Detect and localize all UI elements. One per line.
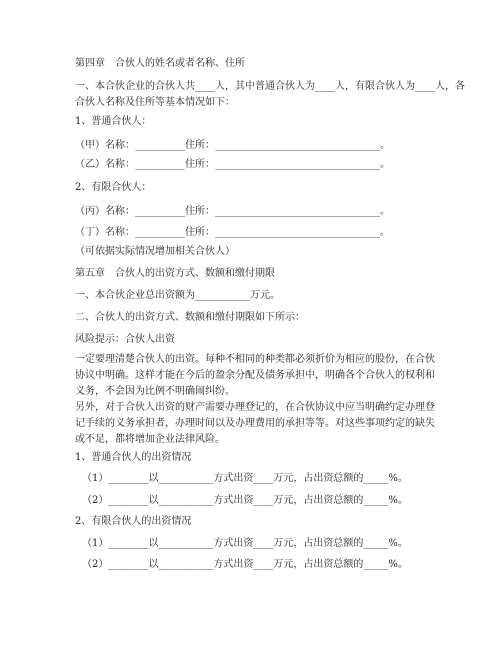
partner-count-line-1: 一、本合伙企业的合伙人共____人，其中普通合伙人为____人，有限合伙人为____人，各 <box>75 81 465 92</box>
risk-paragraph-2: 另外，对于合伙人出资的财产需要办理登记的，在合伙协议中应当明确约定办理登记手续的义务承担者，办理时间以及办理费用的承担等等。对这些事项约定的缺失或不足，都将增加企业法律风险。 <box>75 402 435 445</box>
general-partner-b: （乙）名称：__________住所：_________________________________。 <box>75 159 390 170</box>
general-partner-a: （甲）名称：__________住所：_________________________________。 <box>75 140 390 151</box>
limited-partner-contribution-1: （1）________以___________方式出资____万元，占出资总额的_____%。 <box>82 538 408 549</box>
general-partner-contribution-1: （1）________以___________方式出资____万元，占出资总额的_____%。 <box>82 473 408 484</box>
limited-partner-contribution-heading: 2、有限合伙人的出资情况 <box>75 516 192 527</box>
contribution-intro-line: 二、合伙人的出资方式、数额和缴付期限如下所示： <box>75 312 305 323</box>
partner-count-line-2: 合伙人名称及住所等基本情况如下： <box>75 97 235 108</box>
risk-paragraph-1: 一定要理清楚合伙人的出资。每种不相同的种类都必须折价为相应的股份，在合伙协议中明确。这样才能在今后的盈余分配及债务承担中，明确各个合伙人的权利和义务，不会因为比例不明确闹纠纷。 <box>75 354 435 397</box>
general-partner-heading: 1、普通合伙人： <box>75 116 152 127</box>
general-partner-contribution-2: （2）________以___________方式出资____万元，占出资总额的_____%。 <box>82 495 408 506</box>
limited-partner-c: （丙）名称：__________住所：_________________________________。 <box>75 206 390 217</box>
limited-partner-d: （丁）名称：__________住所：_________________________________。 <box>75 227 390 238</box>
limited-partner-contribution-2: （2）________以___________方式出资____万元，占出资总额的_____%。 <box>82 559 408 570</box>
chapter-4-title: 第四章 合伙人的姓名或者名称、住所 <box>75 58 245 69</box>
add-partners-note: （可依据实际情况增加相关合伙人） <box>75 246 235 257</box>
risk-tip-heading: 风险提示：合伙人出资 <box>75 334 175 345</box>
total-capital-line: 一、本合伙企业总出资额为___________万元。 <box>75 290 280 301</box>
limited-partner-heading: 2、有限合伙人： <box>75 182 152 193</box>
general-partner-contribution-heading: 1、普通合伙人的出资情况 <box>75 452 192 463</box>
chapter-5-title: 第五章 合伙人的出资方式、数额和缴付期限 <box>75 268 275 279</box>
